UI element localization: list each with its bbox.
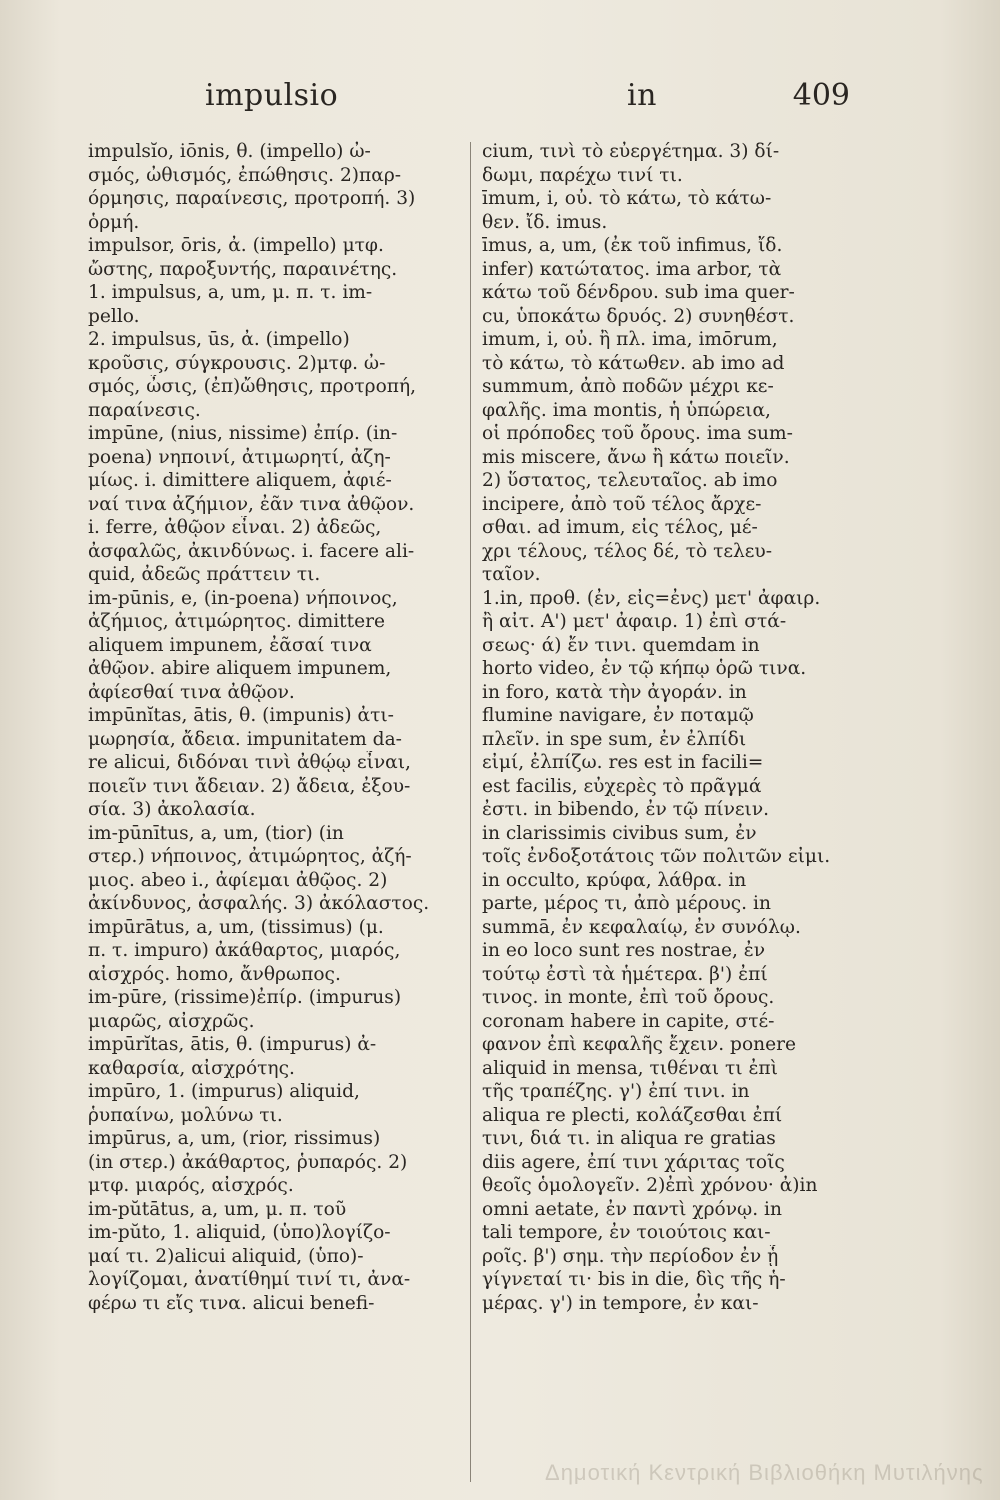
text-line: τινος. in monte, ἐπὶ τοῦ ὄρους. — [482, 987, 775, 1008]
text-line: λογίζομαι, ἀνατίθημί τινί τι, ἀνα- — [88, 1269, 411, 1290]
text-line: ναί τινα ἀζήμιον, ἐᾶν τινα ἀθῷον. — [88, 493, 415, 515]
text-line: summum, ἀπὸ ποδῶν μέχρι κε- — [482, 376, 774, 397]
text-line: in occulto, κρύφα, λάθρα. in — [482, 869, 747, 891]
text-line: ἀφίεσθαί τινα ἀθῷον. — [88, 681, 295, 703]
right-running-headword: in — [627, 78, 657, 113]
text-line: in eo loco sunt res nostrae, ἐν — [482, 940, 766, 961]
text-line: σμός, ὠθισμός, ἐπώθησις. 2)παρ- — [88, 164, 402, 186]
text-line: τοῖς ἐνδοξοτάτοις τῶν πολιτῶν εἰμι. — [482, 846, 831, 867]
text-line: τῆς τραπέζης. γ') ἐπί τινι. in — [482, 1081, 750, 1102]
left-column — [88, 140, 468, 1315]
text-line: μίως. i. dimittere aliquem, ἀφιέ- — [88, 470, 392, 491]
text-line: īmum, i, οὐ. τὸ κάτω, τὸ κάτω- — [482, 188, 772, 209]
text-line: φέρω τι εἴς τινα. alicui benefi- — [88, 1292, 375, 1314]
text-line: impulsor, ōris, ἀ. (impello) μτφ. — [88, 235, 384, 256]
text-line: poena) νηποινί, ἀτιμωρητί, ἀζη- — [88, 446, 391, 468]
text-line: σθαι. ad imum, εἰς τέλος, μέ- — [482, 517, 758, 538]
text-line: 2. impulsus, ūs, ἀ. (impello) — [88, 329, 350, 350]
text-line: φαλῆς. ima montis, ἡ ὑπώρεια, — [482, 399, 771, 421]
library-watermark: Δημοτική Κεντρική Βιβλιοθήκη Μυτιλήνης — [545, 1460, 984, 1485]
text-line: impūrĭtas, ātis, θ. (impurus) ἀ- — [88, 1034, 377, 1055]
text-line: χρι τέλους, τέλος δέ, τὸ τελευ- — [482, 540, 773, 562]
text-line: impulsĭo, iōnis, θ. (impello) ὠ- — [88, 141, 371, 162]
text-line: aliqua re plecti, κολάζεσθαι ἐπί — [482, 1104, 783, 1126]
text-line: imum, i, οὐ. ἢ πλ. ima, imōrum, — [482, 329, 778, 350]
text-line: īmus, a, um, (ἐκ τοῦ infimus, ἴδ. — [482, 235, 783, 256]
text-line: i. ferre, ἀθῷον εἶναι. 2) ἀδεῶς, — [88, 517, 382, 538]
text-line: 1.in, προθ. (ἐν, εἰς=ἐνς) μετ' ἀφαιρ. — [482, 587, 821, 609]
text-line: im-pŭto, 1. aliquid, (ὑπο)λογίζο- — [88, 1222, 391, 1243]
text-line: ἀκίνδυνος, ἀσφαλής. 3) ἀκόλαστος. — [88, 893, 430, 914]
text-line: μωρησία, ἄδεια. impunitatem da- — [88, 728, 402, 750]
text-line: (in στερ.) ἀκάθαρτος, ῥυπαρός. 2) — [88, 1151, 408, 1173]
text-line: γίγνεταί τι· bis in die, δὶς τῆς ἡ- — [482, 1269, 786, 1290]
text-line: im-pūnis, e, (in-poena) νήποινος, — [88, 587, 398, 609]
text-line: flumine navigare, ἐν ποταμῷ — [482, 705, 754, 726]
text-line: infer) κατώτατος. ima arbor, τὰ — [482, 258, 782, 280]
page-header — [205, 78, 850, 128]
text-line: aliquem impunem, ἐᾶσαί τινα — [88, 634, 372, 656]
text-line: μιος. abeo i., ἀφίεμαι ἀθῷος. 2) — [88, 869, 388, 891]
text-line: οἱ πρόποδες τοῦ ὄρους. ima sum- — [482, 423, 793, 444]
page-number: 409 — [792, 78, 850, 113]
text-line: impūnĭtas, ātis, θ. (impunis) ἀτι- — [88, 705, 394, 726]
text-line: ἀσφαλῶς, ἀκινδύνως. i. facere ali- — [88, 540, 415, 562]
text-line: θεν. ἴδ. imus. — [482, 211, 608, 233]
text-line: δωμι, παρέχω τινί τι. — [482, 164, 683, 186]
left-running-headword: impulsio — [205, 78, 339, 113]
text-line: pello. — [88, 305, 140, 327]
text-line: παραίνεσις. — [88, 399, 201, 421]
text-line: τὸ κάτω, τὸ κάτωθεν. ab imo ad — [482, 352, 785, 374]
text-line: τινι, διά τι. in aliqua re gratias — [482, 1128, 776, 1149]
text-line: im-pūnītus, a, um, (tior) (in — [88, 822, 344, 844]
text-line: εἰμί, ἐλπίζω. res est in facili= — [482, 752, 764, 773]
text-line: 2) ὕστατος, τελευταῖος. ab imo — [482, 470, 778, 491]
text-line: ἀζήμιος, ἀτιμώρητος. dimittere — [88, 611, 386, 632]
text-line: im-pūre, (rissime)ἐπίρ. (impurus) — [88, 987, 402, 1008]
text-line: ὁρμή. — [88, 211, 140, 233]
text-line: πλεῖν. in spe sum, ἐν ἐλπίδι — [482, 728, 747, 750]
text-line: quid, ἀδεῶς πράττειν τι. — [88, 564, 321, 585]
text-line: parte, μέρος τι, ἀπὸ μέρους. in — [482, 893, 771, 914]
text-line: aliquid in mensa, τιθέναι τι ἐπὶ — [482, 1057, 778, 1079]
text-line: in clarissimis civibus sum, ἐν — [482, 822, 757, 844]
text-line: σμός, ὦσις, (ἐπ)ὤθησις, προτροπή, — [88, 376, 417, 397]
text-line: cu, ὑποκάτω δρυός. 2) συνηθέστ. — [482, 305, 795, 327]
text-line: impūro, 1. (impurus) aliquid, — [88, 1081, 360, 1102]
text-line: im-pŭtātus, a, um, μ. π. τοῦ — [88, 1198, 347, 1220]
text-line: όρμησις, παραίνεσις, προτροπή. 3) — [88, 188, 416, 209]
text-line: mis miscere, ἄνω ἢ κάτω ποιεῖν. — [482, 446, 790, 468]
text-line: impūrātus, a, um, (tissimus) (μ. — [88, 916, 384, 938]
text-line: θεοῖς ὁμολογεῖν. 2)ἐπὶ χρόνου· ἀ)in — [482, 1175, 818, 1196]
text-line: est facilis, εὐχερὲς τὸ πρᾶγμά — [482, 775, 762, 797]
text-line: tali tempore, ἐν τοιούτοις και- — [482, 1222, 771, 1243]
text-line: 1. impulsus, a, um, μ. π. τ. im- — [88, 282, 373, 303]
text-line: μτφ. μιαρός, αἰσχρός. — [88, 1175, 294, 1196]
text-line: coronam habere in capite, στέ- — [482, 1010, 775, 1032]
text-line: incipere, ἀπὸ τοῦ τέλος ἄρχε- — [482, 493, 762, 515]
text-line: ἀθῷον. abire aliquem impunem, — [88, 658, 392, 679]
text-line: impūne, (nius, nissime) ἐπίρ. (in- — [88, 423, 398, 444]
text-line: στερ.) νήποινος, ἀτιμώρητος, ἀζή- — [88, 846, 412, 867]
text-line: π. τ. impuro) ἀκάθαρτος, μιαρός, — [88, 940, 401, 961]
text-line: αἰσχρός. homo, ἄνθρωπος. — [88, 963, 341, 985]
text-line: ἐστι. in bibendo, ἐν τῷ πίνειν. — [482, 799, 770, 820]
text-line: σεως· ά) ἔν τινι. quemdam in — [482, 634, 760, 656]
text-line: ταῖον. — [482, 564, 541, 585]
text-line: μαί τι. 2)alicui aliquid, (ὑπο)- — [88, 1245, 364, 1267]
text-line: μιαρῶς, αἰσχρῶς. — [88, 1010, 255, 1032]
text-line: φανον ἐπὶ κεφαλῆς ἔχειν. ponere — [482, 1034, 797, 1055]
text-line: καθαρσία, αἰσχρότης. — [88, 1057, 295, 1079]
right-column — [482, 140, 854, 1315]
text-line: σία. 3) ἀκολασία. — [88, 799, 256, 820]
text-line: in foro, κατὰ τὴν ἀγοράν. in — [482, 681, 747, 703]
text-line: ποιεῖν τινι ἄδειαν. 2) ἄδεια, ἐξου- — [88, 775, 411, 797]
text-line: diis agere, ἐπί τινι χάριτας τοῖς — [482, 1151, 785, 1173]
text-line: summā, ἐν κεφαλαίῳ, ἐν συνόλῳ. — [482, 916, 801, 938]
text-line: horto video, ἐν τῷ κήπῳ ὁρῶ τινα. — [482, 658, 807, 679]
text-line: μέρας. γ') in tempore, ἐν και- — [482, 1292, 759, 1314]
text-line: omni aetate, ἐν παντὶ χρόνῳ. in — [482, 1198, 782, 1220]
text-line: ἢ αἰτ. Α') μετ' ἀφαιρ. 1) ἐπὶ στά- — [482, 611, 787, 632]
text-line: κροῦσις, σύγκρουσις. 2)μτφ. ὠ- — [88, 352, 386, 374]
text-line: re alicui, διδόναι τινὶ ἀθῴῳ εἶναι, — [88, 752, 411, 773]
text-line: ροῖς. β') σημ. τὴν περίοδον ἐν ᾗ — [482, 1245, 779, 1267]
text-line: ὤστης, παροξυντής, παραινέτης. — [88, 258, 398, 280]
text-line: ῥυπαίνω, μολύνω τι. — [88, 1104, 283, 1126]
text-line: κάτω τοῦ δένδρου. sub ima quer- — [482, 282, 795, 303]
column-divider — [470, 142, 471, 1482]
text-line: τούτῳ ἐστὶ τὰ ἡμέτερα. β') ἐπί — [482, 963, 768, 985]
text-line: cium, τινὶ τὸ εὐεργέτημα. 3) δί- — [482, 141, 780, 162]
text-line: impūrus, a, um, (rior, rissimus) — [88, 1128, 381, 1149]
